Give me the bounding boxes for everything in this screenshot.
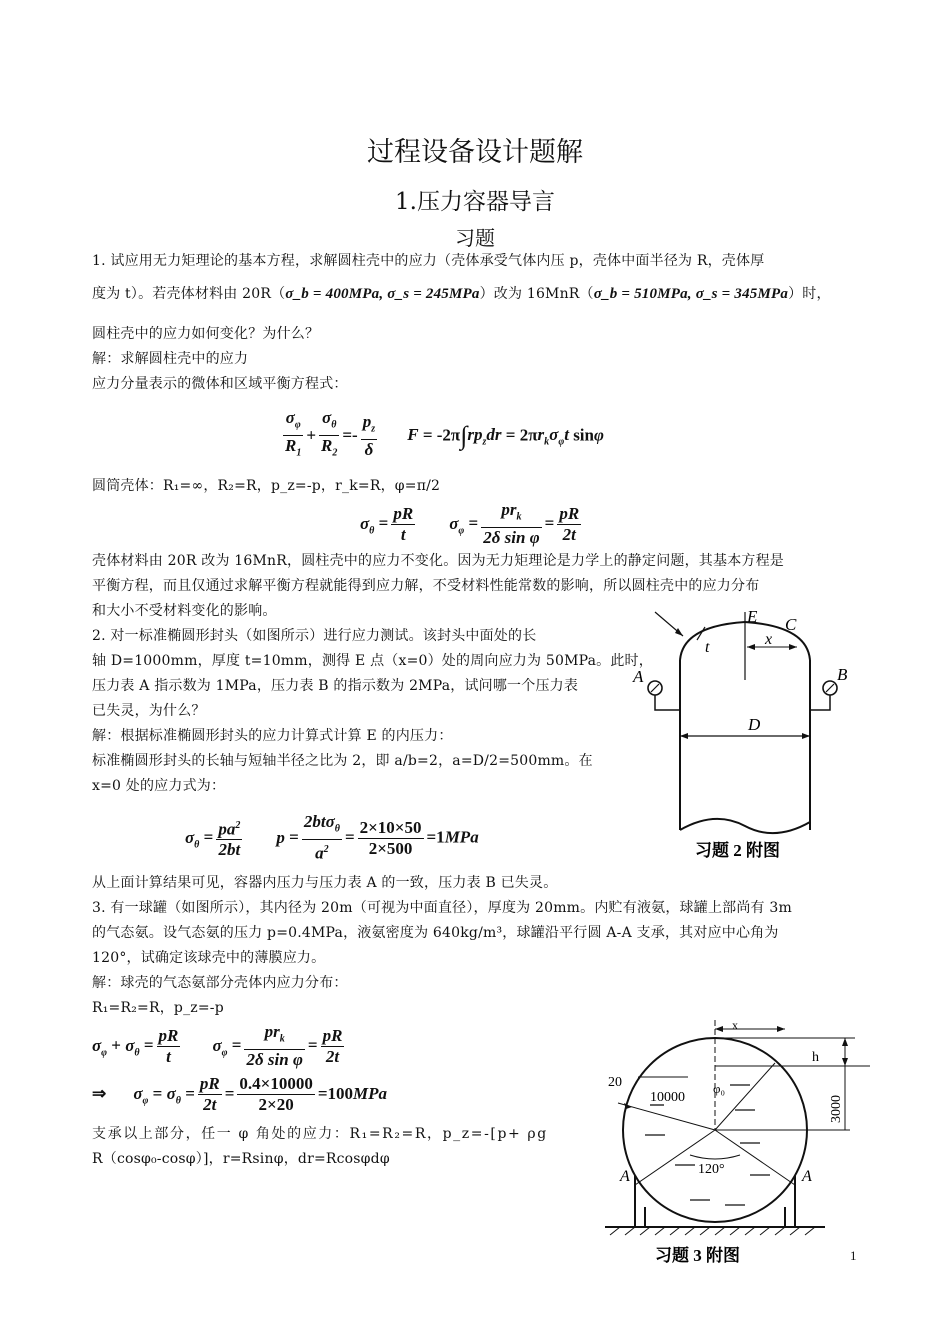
p1-line3: 圆柱壳中的应力如何变化？为什么？ xyxy=(92,326,320,342)
page-number: 1 xyxy=(850,1248,857,1263)
fig3-label-phi0: φ₀ xyxy=(713,1081,726,1096)
p3-line7: R（cosφ₀-cosφ）]，r=Rsinφ，dr=Rcosφdφ xyxy=(92,1151,390,1167)
sphere-stress-equation-1: $\sigma_\varphi + \sigma_\theta$ = $\frac{pR}{t}$ $\sigma_\varphi$ = $\frac{pr_k}{\text{2δ sin φ}}$ = $\frac{pR}{2t}$ xyxy=(92,1022,343,1070)
p1-conclusion-1: 壳体材料由 20R 改为 16MnR，圆柱壳中的应力不变化。因为无力矩理论是力学上的静定问题，其基本方程是 xyxy=(92,553,785,569)
figure-2-caption: 习题 2 附图 xyxy=(695,841,780,860)
figure-2-ellipsoidal-head xyxy=(625,600,848,870)
p1-line2c: ）时， xyxy=(788,286,831,302)
fig2-label-b: B xyxy=(837,665,848,684)
p2-line4: 已失灵，为什么？ xyxy=(92,703,206,719)
p2-line7: x=0 处的应力式为： xyxy=(92,778,226,794)
fig3-label-20: 20 xyxy=(608,1075,622,1090)
p1-line5: 应力分量表示的微体和区域平衡方程式： xyxy=(92,376,348,392)
p2-line6: 标准椭圆形封头的长轴与短轴半径之比为 2，即 a/b=2，a=D/2=500mm。在 xyxy=(92,753,593,769)
p2-result: 从上面计算结果可见，容器内压力与压力表 A 的一致，压力表 B 已失灵。 xyxy=(92,875,558,891)
p3-line6: 支承以上部分，任一 φ 角处的应力：R₁=R₂=R，p_z=-[p+ ρg xyxy=(92,1126,548,1142)
material-16mnr: σ_b = 510MPa, σ_s = 345MPa xyxy=(593,286,789,302)
p3-line3: 120°，试确定该球壳中的薄膜应力。 xyxy=(92,950,326,966)
p3-line1: 3. 有一球罐（如图所示），其内径为 20m（可视为中面直径），厚度为 20mm。内贮有液氨，球罐上部尚有 3m xyxy=(92,900,792,916)
p1-conclusion-3: 和大小不受材料变化的影响。 xyxy=(92,603,277,619)
p3-line5: R₁=R₂=R，p_z=-p xyxy=(92,1000,224,1016)
cylinder-stress-equation: $\sigma_\theta$ = $\frac{pR}{t}$ $\sigma_\varphi$ = $\frac{pr_k}{\text{2δ sin φ}}$ = $\frac{pR}{2t}$ xyxy=(360,500,580,548)
chapter-title: 1.压力容器导言 xyxy=(395,189,555,215)
p1-conclusion-2: 平衡方程，而且仅通过求解平衡方程就能得到应力解，不受材料性能常数的影响，所以圆柱壳中的应力分布 xyxy=(92,578,760,594)
figure-3-caption: 习题 3 附图 xyxy=(655,1246,740,1265)
fig3-label-120: 120° xyxy=(698,1162,725,1177)
fig2-label-x: x xyxy=(765,631,773,648)
fig3-label-10000: 10000 xyxy=(650,1090,685,1105)
document-title: 过程设备设计题解 xyxy=(367,137,583,168)
equilibrium-equation: $\frac{\sigma_\varphi}{R_1}$ + $\frac{\sigma_\theta}{R_2}$ =- $\frac{p_z}{\delta}$ $F = -2\pi\int rp_zdr = 2\pi r_k\sigma_\varphi t$ sinφ xyxy=(285,408,604,460)
p2-line2: 轴 D=1000mm，厚度 t=10mm，测得 E 点（x=0）处的周向应力为 50MPa。此时， xyxy=(92,653,653,669)
sphere-stress-equation-2: ⇒ $\sigma_\varphi = \sigma_\theta$ = $\frac{pR}{2t}$ = $\frac{0.4\times 10000}{2\times 20}$ =100MPa xyxy=(92,1074,388,1114)
p2-line1: 2. 对一标准椭圆形封头（如图所示）进行应力测试。该封头中面处的长 xyxy=(92,628,537,644)
p3-line4: 解：球壳的气态氨部分壳体内应力分布： xyxy=(92,975,348,991)
material-20r: σ_b = 400MPa, σ_s = 245MPa xyxy=(285,286,480,302)
fig3-label-a-left: A xyxy=(620,1168,630,1185)
fig2-label-t: t xyxy=(705,639,710,656)
p1-line2a: 度为 t）。若壳体材料由 20R（ xyxy=(92,286,286,302)
p1-line2b: ）改为 16MnR（ xyxy=(479,286,594,302)
fig2-label-d: D xyxy=(748,715,761,734)
fig3-label-h: h xyxy=(812,1050,819,1065)
p2-line3: 压力表 A 指示数为 1MPa，压力表 B 的指示数为 2MPa，试问哪一个压力表 xyxy=(92,678,579,694)
fig3-label-x: x xyxy=(732,1018,738,1032)
fig2-label-e: E xyxy=(747,607,758,626)
fig2-label-c: C xyxy=(785,615,797,634)
ellipse-stress-equation: $\sigma_\theta$ = $\frac{pa^2}{2bt}$ p = $\frac{2bt\sigma_\theta}{a^2}$ = $\frac{2\times 10\times 50}{2\times 500}$ =1MPa xyxy=(185,812,479,864)
p1-line4: 解：求解圆柱壳中的应力 xyxy=(92,351,249,367)
p1-cylinder-conditions: 圆筒壳体：R₁=∞，R₂=R，p_z=-p，r_k=R，φ=π/2 xyxy=(92,478,441,494)
p2-line5: 解：根据标准椭圆形封头的应力计算式计算 E 的内压力： xyxy=(92,728,453,744)
p1-line2 xyxy=(92,282,831,307)
figure-3-spherical-tank xyxy=(580,1015,880,1270)
p1-line1: 1. 试应用无力矩理论的基本方程，求解圆柱壳中的应力（壳体承受气体内压 p，壳体中面半径为 R，壳体厚 xyxy=(92,253,765,269)
p3-line2: 的气态氨。设气态氨的压力 p=0.4MPa，液氨密度为 640kg/m³，球罐沿平行圆 A-A 支承，其对应中心角为 xyxy=(92,925,779,941)
fig3-label-a-right: A xyxy=(802,1168,812,1185)
fig3-label-3000: 3000 xyxy=(829,1095,844,1123)
fig2-label-a: A xyxy=(633,667,644,686)
section-title: 习题 xyxy=(455,226,495,250)
